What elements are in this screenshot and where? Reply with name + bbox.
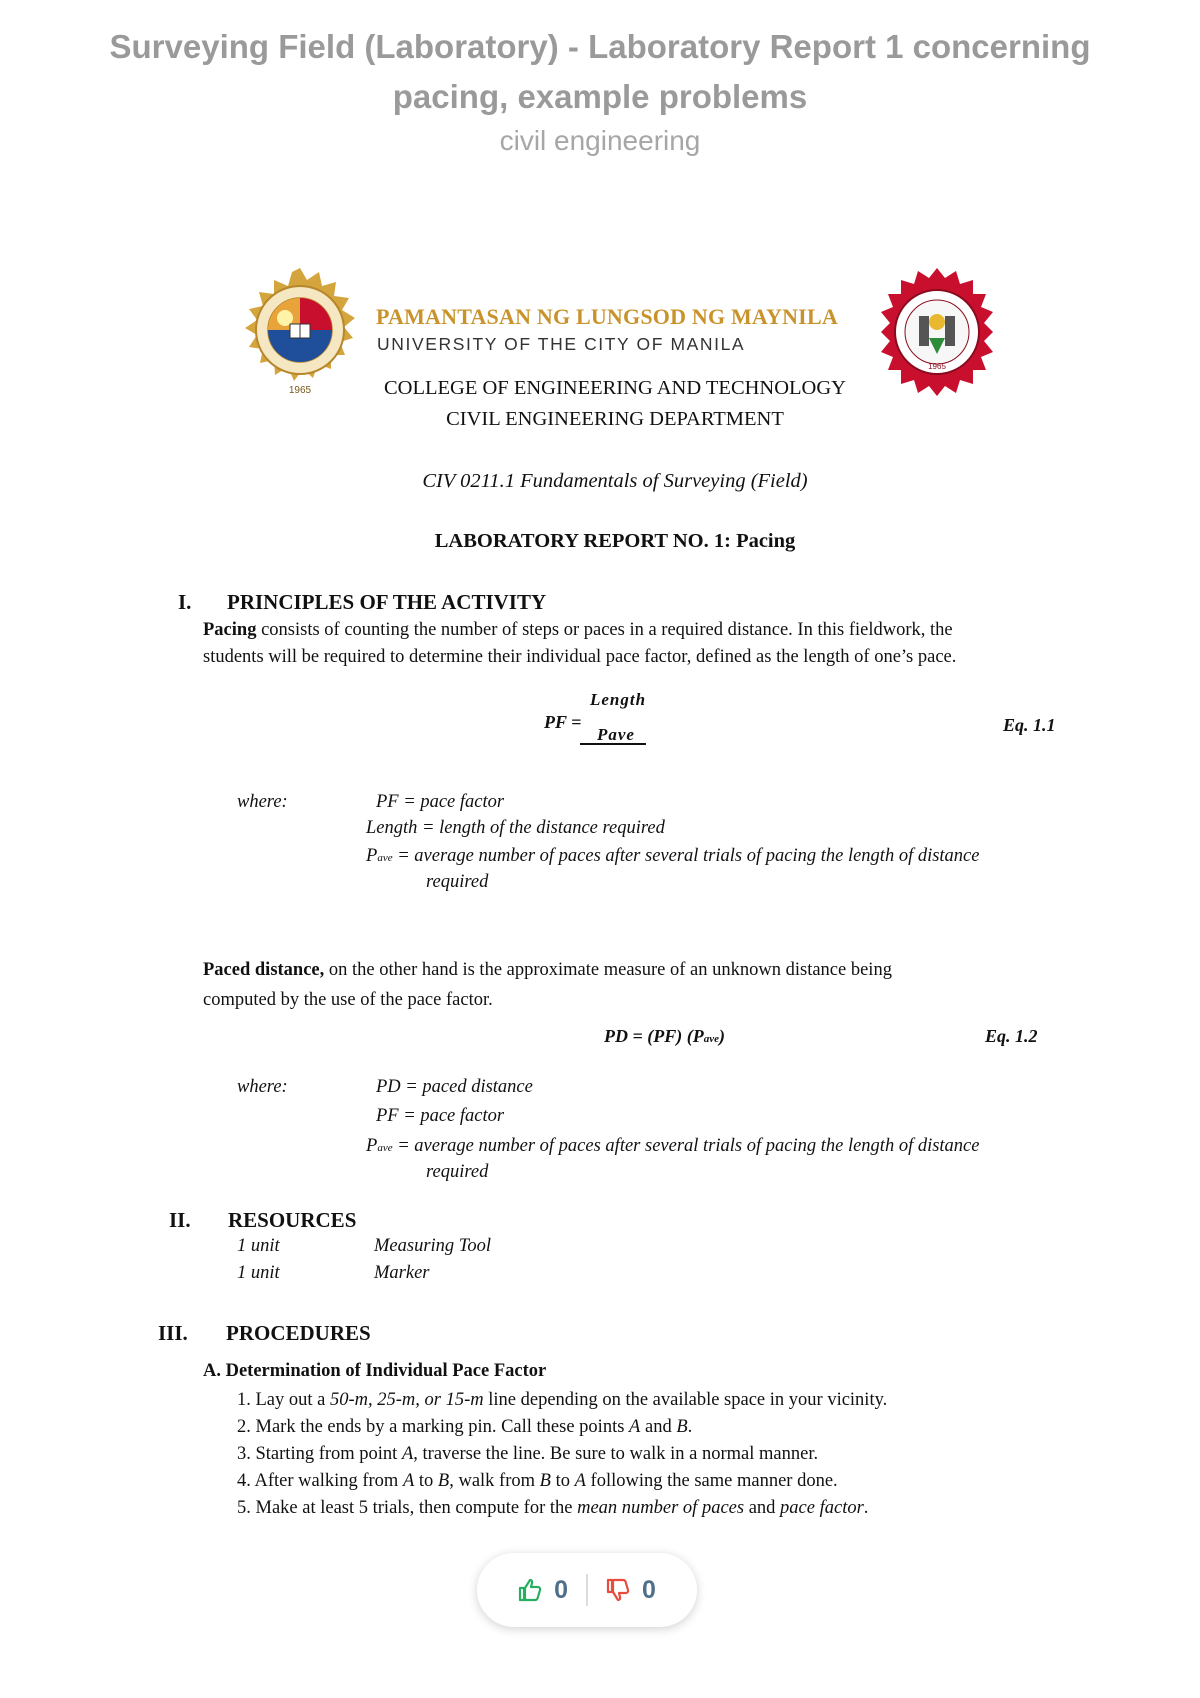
resource-1-qty: 1 unit [237,1236,280,1256]
thumbs-up-icon [518,1578,542,1602]
pacing-term: Pacing [203,620,257,640]
procedure-step-3: 3. Starting from point A, traverse the line. Be sure to walk in a normal manner. [237,1444,819,1464]
procedure-step-1: 1. Lay out a 50-m, 25-m, or 15-m line depending on the available space in your vicinity. [237,1390,888,1410]
section-2-title: RESOURCES [228,1208,357,1232]
where-2-def-pave [366,1136,979,1157]
where-1-def-pave-cont: required [426,872,489,892]
where-1-label: where: [237,792,288,812]
report-title: LABORATORY REPORT NO. 1: Pacing [434,530,796,552]
section-2-number: II. [169,1208,191,1232]
paced-distance-line-2: computed by the use of the pace factor. [203,990,493,1010]
pave-definition-2: = average number of paces after several trials of pacing the length of distance [392,1136,980,1156]
document-category: civil engineering [499,125,701,156]
pacing-paragraph-line-1 [203,620,953,641]
pave-subscript: ave [377,852,393,864]
section-3-number: III. [158,1321,188,1345]
procedure-step-2: 2. Mark the ends by a marking pin. Call these points A and B. [237,1417,693,1437]
paced-distance-text: on the other hand is the approximate measure of an unknown distance being [324,960,892,980]
equation-1-lhs: PF = [544,712,582,732]
procedure-step-5: 5. Make at least 5 trials, then compute for the mean number of paces and pace factor. [237,1498,869,1518]
resource-1-name: Measuring Tool [374,1236,492,1256]
subsection-title: A. Determination of Individual Pace Factor [203,1361,547,1381]
procedure-step-4: 4. After walking from A to B, walk from B to A following the same manner done. [237,1471,838,1491]
equation-2 [604,1026,725,1047]
equation-1-numerator: Length [590,690,647,709]
document-title: Surveying Field (Laboratory) - Laboratory Report 1 concerning pacing, example problems [109,28,1091,115]
dislike-button[interactable] [588,1576,674,1605]
where-2-def-pave-cont: required [426,1162,489,1182]
where-2-def-pd: PD = paced distance [376,1077,533,1097]
resource-2-name: Marker [374,1263,430,1283]
university-name: PAMANTASAN NG LUNGSOD NG MAYNILA [376,304,838,329]
equation-1-label: Eq. 1.1 [1003,715,1056,735]
like-count: 0 [554,1575,568,1604]
like-button[interactable] [500,1576,586,1605]
equation-1-denominator: Pave [597,725,635,744]
college-name: COLLEGE OF ENGINEERING AND TECHNOLOGY [384,377,846,399]
pave-definition: = average number of paces after several trials of pacing the length of distance [392,846,980,866]
pacing-text: consists of counting the number of steps or paces in a required distance. In this fieldwork, the [256,620,953,640]
section-1-title: PRINCIPLES OF THE ACTIVITY [227,590,547,614]
section-3-title: PROCEDURES [226,1321,371,1345]
department-name: CIVIL ENGINEERING DEPARTMENT [446,408,784,430]
paced-distance-term: Paced distance, [203,960,325,980]
university-name-english: UNIVERSITY OF THE CITY OF MANILA [377,334,746,354]
equation-2-close: ) [719,1026,725,1046]
where-1-def-length: Length = length of the distance required [366,818,665,838]
equation-2-label: Eq. 1.2 [985,1026,1038,1046]
paced-distance-line-1 [203,960,892,981]
pave-symbol-2: P [366,1136,378,1156]
where-1-def-pf: PF = pace factor [376,792,505,812]
pave-symbol: P [366,846,378,866]
where-1-def-pave [366,846,979,867]
equation-2-subscript: ave [703,1033,719,1045]
pacing-paragraph-line-2: students will be required to determine their individual pace factor, defined as the length of one’s pace. [203,647,957,667]
vote-widget [477,1553,697,1627]
pave-subscript-2: ave [377,1142,393,1154]
equation-2-text: PD = (PF) (P [604,1026,704,1046]
course-title: CIV 0211.1 Fundamentals of Surveying (Field) [422,470,808,492]
resource-2-qty: 1 unit [237,1263,280,1283]
left-seal-year: 1965 [288,385,312,396]
thumbs-down-icon [606,1578,630,1602]
where-2-label: where: [237,1077,288,1097]
section-1-number: I. [178,590,192,614]
where-2-def-pf: PF = pace factor [376,1106,505,1126]
right-seal-year: 1965 [928,362,946,371]
dislike-count: 0 [642,1575,656,1604]
document-header [0,22,1200,160]
